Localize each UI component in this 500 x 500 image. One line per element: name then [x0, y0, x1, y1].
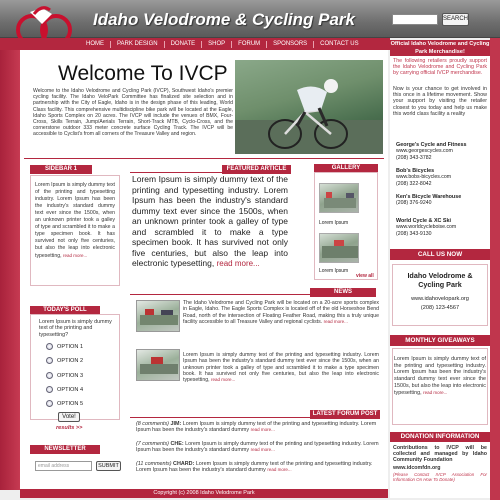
forum-heading-rule: [130, 417, 310, 418]
forum-post-text: Lorem Ipsum is simply dummy text of the printing and typesetting industry. Lorem Ipsum has been the industry's standard dummy: [136, 461, 373, 474]
poll-option-radio[interactable]: [46, 372, 53, 379]
nav-donate[interactable]: DONATE: [170, 41, 196, 47]
retailer-name: World Cycle & XC Ski: [396, 218, 452, 224]
newsletter-heading: NEWSLETTER: [30, 445, 100, 454]
poll-question: Lorem Ipsum is simply dummy text of the printing and typesetting?: [39, 319, 112, 338]
news-item: [183, 300, 379, 325]
retailer-entry: [396, 168, 488, 187]
retailer-site[interactable]: www.bobs-bicycles.com: [396, 174, 452, 181]
forum-post: [136, 461, 381, 474]
donation-website[interactable]: www.idcomfdn.org: [393, 465, 441, 471]
forum-post: [136, 441, 381, 454]
merch-text: Now is your chance to get involved in this once in a lifetime movement. Show your support by visiting the retailer closest to you today and help us make this world class facility a reality: [393, 86, 487, 117]
news-heading-rule: [130, 294, 310, 295]
newsletter-submit-button[interactable]: SUBMIT: [96, 461, 121, 471]
news-heading: NEWS: [310, 288, 376, 297]
giveaways-read-more-link[interactable]: read more...: [423, 389, 448, 395]
poll-option-label: OPTION 2: [57, 358, 84, 364]
poll-option-label: OPTION 4: [57, 387, 84, 393]
merch-heading: Official Idaho Velodrome and Cycling Park Merchandise!: [390, 41, 490, 55]
poll-heading: TODAY'S POLL: [30, 306, 100, 315]
nav-contact-us[interactable]: CONTACT US: [320, 41, 359, 47]
featured-body: Lorem Ipsum is simply dummy text of the printing and typesetting industry. Lorem Ipsum has been the industry's standard dummy text ever since the 1500s, when an unknown printer took a galley of type and scrambled it to make a type specimen book. It has survived not only five centuries, but also the leap into electronic typesetting,: [132, 174, 288, 268]
poll-option-radio[interactable]: [46, 343, 53, 350]
call-us-website[interactable]: www.idahovelopark.org: [411, 296, 469, 302]
donation-text: Contributions to IVCP will be collected and managed by Idaho Community Foundation: [393, 445, 487, 464]
forum-post-user: CHARD:: [173, 461, 195, 467]
poll-option-radio[interactable]: [46, 357, 53, 364]
forum-read-more-link[interactable]: read more...: [267, 467, 292, 473]
sidebar1-heading: SIDEBAR 1: [30, 165, 92, 174]
forum-heading: LATEST FORUM POST: [310, 410, 380, 419]
poll-option-radio[interactable]: [46, 386, 53, 393]
gallery-thumbnail[interactable]: [319, 233, 359, 263]
forum-post-text: Lorem Ipsum is simply dummy text of the printing and typesetting industry. Lorem Ipsum has been the industry's standard dummy: [136, 441, 379, 454]
featured-heading-rule: [130, 172, 222, 173]
news-item-text: Lorem Ipsum is simply dummy text of the printing and typesetting industry. Lorem Ipsum has been the industry's standard dummy text ever since the 1500s, when an unknown printer took a galley of type and scrambled it to make a type specimen book. It has survived not only five centuries, but also the leap into electronic typesetting,: [183, 352, 379, 384]
featured-article: [132, 174, 288, 270]
retailer-phone: (208) 376-9240: [396, 200, 432, 207]
retailer-name: Bob's Bicycles: [396, 168, 435, 174]
news-thumbnail[interactable]: [136, 349, 180, 381]
call-us-heading: CALL US NOW: [390, 249, 490, 260]
sidebar1-read-more-link[interactable]: read more...: [62, 253, 88, 258]
nav-home[interactable]: HOME: [86, 41, 104, 47]
merch-intro: The following retailers proudly support the Idaho Velodrome and Cycling Park by carrying official IVCP merchandise.: [393, 58, 487, 77]
left-decor-strip: [0, 50, 20, 490]
poll-option-label: OPTION 1: [57, 344, 84, 350]
newsletter-email-input[interactable]: email address: [35, 461, 92, 471]
forum-comment-count: (8 comments): [136, 421, 169, 427]
call-us-phone: (208) 123-4567: [420, 305, 460, 311]
gallery-view-all-link[interactable]: view all: [356, 273, 374, 279]
nav-sponsors[interactable]: SPONSORS: [273, 41, 308, 47]
retailer-entry: [396, 218, 488, 237]
site-title: Idaho Velodrome & Cycling Park: [93, 10, 355, 29]
call-us-org: Idaho Velodrome & Cycling Park: [407, 271, 473, 289]
gallery-caption: Lorem Ipsum: [319, 220, 349, 226]
footer-copyright: Copyright (c) 2008 Idaho Velodrome Park: [20, 489, 388, 498]
sidebar1-body: Lorem Ipsum is simply dummy text of the printing and typesetting industry. Lorem Ipsum has been the industry's standard dummy text ever since the 1500s, when an unknown printer took a galley of type and scrambled it to make a type specimen book. It has survived not only five centuries, but also the leap into electronic typesetting,: [35, 182, 115, 259]
gallery-caption: Lorem Ipsum: [319, 268, 349, 274]
giveaways-heading: MONTHLY GIVEAWAYS: [390, 335, 490, 346]
sidebar1-text: [35, 182, 115, 260]
nav-park-design[interactable]: PARK DESIGN: [117, 41, 158, 47]
search-input[interactable]: [392, 14, 438, 25]
poll-results-link[interactable]: results >>: [56, 425, 83, 431]
vote-button[interactable]: Vote!: [58, 412, 80, 422]
news-item: [183, 352, 379, 383]
retailer-site[interactable]: www.georgescycles.com: [396, 148, 453, 155]
news-read-more-link[interactable]: read more...: [323, 318, 348, 324]
retailer-phone: (208) 343-9130: [396, 230, 432, 237]
cyclist-photo: [235, 60, 383, 154]
retailer-name: George's Cycle and Fitness: [396, 142, 467, 148]
nav-shop[interactable]: SHOP: [208, 41, 226, 47]
news-item-text: The Idaho Velodrome and Cycling Park will be located on a 20-acre sports complex in Eagle, Idaho. The Eagle Sports Complex is located off of the old Horseshoe Bend Road, north of the intersection of Floating Feather Road, making this a truly unique facility accessible to all Treasure Valley and regional cyclists.: [183, 300, 379, 325]
search-button[interactable]: SEARCH: [442, 13, 469, 26]
page-title: Welcome To IVCP: [58, 62, 228, 85]
forum-comment-count: (11 comments): [136, 461, 172, 467]
retailer-site[interactable]: www.worldcycleboise.com: [396, 224, 457, 231]
poll-option-label: OPTION 5: [57, 401, 84, 407]
forum-post-text: Lorem Ipsum is simply dummy text of the printing and typesetting industry. Lorem Ipsum has been the industry's standard dummy: [136, 421, 377, 434]
giveaways-text: [394, 356, 486, 396]
right-decor-strip: [490, 38, 500, 500]
forum-read-more-link[interactable]: read more...: [250, 447, 275, 453]
poll-option-label: OPTION 3: [57, 373, 84, 379]
nav-forum[interactable]: FORUM: [238, 41, 261, 47]
news-read-more-link[interactable]: read more...: [210, 377, 236, 383]
gallery-thumbnail[interactable]: [319, 183, 359, 213]
donation-heading: DONATION INFORMATION: [390, 432, 490, 442]
retailer-entry: [396, 194, 488, 207]
donation-note: (Please Contact IVCP Association For Information On How To Donate): [393, 472, 487, 483]
news-thumbnail[interactable]: [136, 300, 180, 332]
retailer-phone: (208) 343-3782: [396, 154, 432, 161]
giveaways-body: Lorem Ipsum is simply dummy text of the printing and typesetting industry. Lorem Ipsum has been the industry's standard dummy text ever since the 1500s, but also the leap into electronic typesetting,: [394, 356, 487, 396]
retailer-entry: [396, 142, 488, 161]
featured-heading: FEATURED ARTICLE: [222, 165, 291, 174]
forum-read-more-link[interactable]: read more...: [250, 427, 275, 433]
section-divider: [24, 158, 384, 159]
main-nav: [80, 38, 365, 50]
gallery-heading: GALLERY: [314, 164, 378, 173]
forum-post-user: CHE:: [170, 441, 184, 447]
forum-comment-count: (7 comments): [136, 441, 169, 447]
featured-read-more-link[interactable]: read more...: [216, 259, 260, 268]
poll-option-radio[interactable]: [46, 400, 53, 407]
intro-text: Welcome to the Idaho Velodrome and Cycling Park (IVCP), Southwest Idaho's premier cycling facility. The Idaho VeloPark Committee has finalized site selection and in partnership with the City of Eagle, Idaho is in the design phase of this leading, World Class facility. This comprehensive multidiscipline bike park will be located at the Eagle, Idaho Sports Complex on 20 acres. The IVCP will include the venues of BMX, Four-Cross, Skills Terrain, Jump/Aerials Terrain, Short-Track MTB, Cyclo-Cross, and the cornerstone outdoor 333 meter concrete surface Cycling Track. The IVCP will be accessible to Cyclist's from all corners of the Treasure Valley and region.: [33, 88, 233, 138]
retailer-name: Ken's Bicycle Warehouse: [396, 194, 462, 200]
retailer-phone: (208) 322-8042: [396, 180, 432, 187]
forum-post-user: JIM:: [170, 421, 182, 427]
forum-post: [136, 421, 381, 434]
